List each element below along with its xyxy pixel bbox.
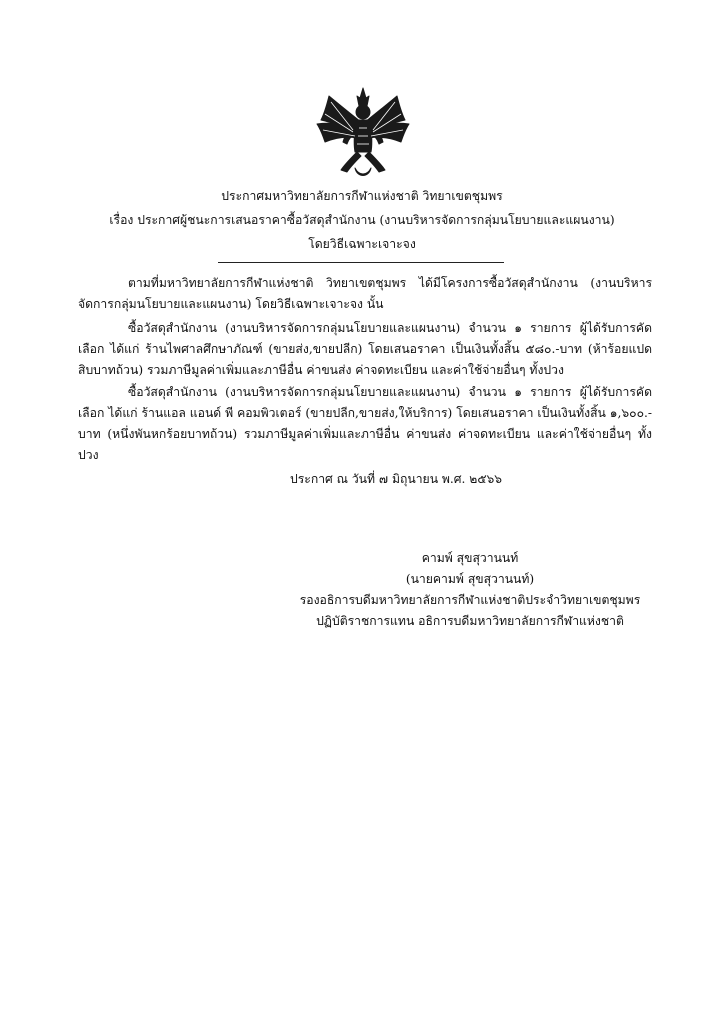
header-divider xyxy=(218,262,504,263)
item1-paragraph xyxy=(78,318,652,381)
signed-name: คามพ์ สุขสุวานนท์ xyxy=(421,551,519,565)
announcement-date: ประกาศ ณ วันที่ ๗ มิถุนายน พ.ศ. ๒๕๖๖ xyxy=(290,472,503,486)
method-heading: โดยวิธีเฉพาะเจาะจง xyxy=(308,237,416,251)
issuer-heading: ประกาศมหาวิทยาลัยการกีฬาแห่งชาติ วิทยาเขตชุมพร xyxy=(221,189,503,203)
garuda-emblem-icon xyxy=(311,84,415,184)
intro-paragraph xyxy=(78,273,652,315)
item2-text: ซื้อวัสดุสำนักงาน (งานบริหารจัดการกลุ่มนโยบายและแผนงาน) จำนวน ๑ รายการ ผู้ได้รับการคัดเลือก ได้แก่ ร้านแอล แอนด์ พี คอมพิวเตอร์ (ขายปลีก,ขายส่ง,ให้บริการ) โดยเสนอราคา เป็นเงินทั้งสิ้น ๑,๖๐๐.-บาท (หนึ่งพันหกร้อยบาทถ้วน) รวมภาษีมูลค่าเพิ่มและภาษีอื่น ค่าขนส่ง ค่าจดทะเบียน และค่าใช้จ่ายอื่นๆ ทั้งปวง xyxy=(78,385,652,462)
printed-name: (นายคามพ์ สุขสุวานนท์) xyxy=(405,572,535,586)
item1-text: ซื้อวัสดุสำนักงาน (งานบริหารจัดการกลุ่มนโยบายและแผนงาน) จำนวน ๑ รายการ ผู้ได้รับการคัดเลือก ได้แก่ ร้านไพศาลศึกษาภัณฑ์ (ขายส่ง,ขายปลีก) โดยเสนอราคา เป็นเงินทั้งสิ้น ๕๘๐.-บาท (ห้าร้อยแปดสิบบาทถ้วน) รวมภาษีมูลค่าเพิ่มและภาษีอื่น ค่าขนส่ง ค่าจดทะเบียน และค่าใช้จ่ายอื่นๆ ทั้งปวง xyxy=(78,321,652,377)
position-line-1: รองอธิการบดีมหาวิทยาลัยการกีฬาแห่งชาติประจำวิทยาเขตชุมพร xyxy=(299,593,641,607)
item2-paragraph xyxy=(78,382,652,466)
position-line-2: ปฏิบัติราชการแทน อธิการบดีมหาวิทยาลัยการกีฬาแห่งชาติ xyxy=(316,614,624,628)
subject-heading: เรื่อง ประกาศผู้ชนะการเสนอราคาซื้อวัสดุสำนักงาน (งานบริหารจัดการกลุ่มนโยบายและแผนงาน) xyxy=(109,213,615,227)
intro-text: ตามที่มหาวิทยาลัยการกีฬาแห่งชาติ วิทยาเขตชุมพร ได้มีโครงการซื้อวัสดุสำนักงาน (งานบริหารจัดการกลุ่มนโยบายและแผนงาน) โดยวิธีเฉพาะเจาะจง นั้น xyxy=(78,276,652,311)
signature-block xyxy=(290,548,650,632)
